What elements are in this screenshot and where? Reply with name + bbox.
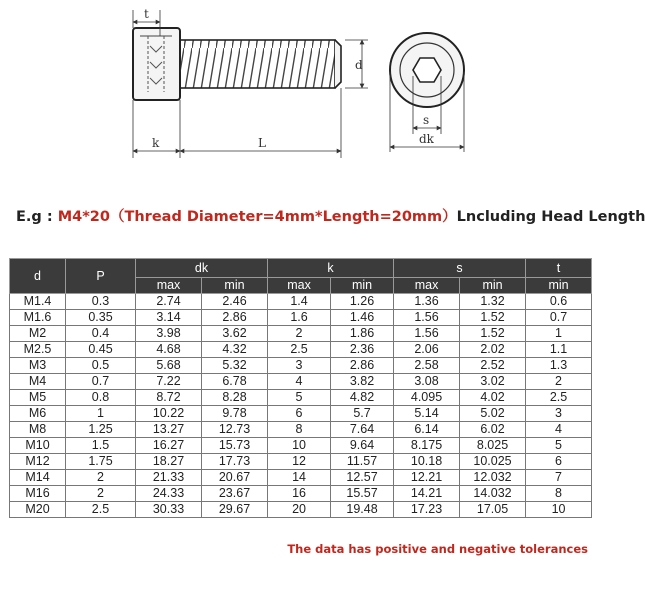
table-cell: M5	[10, 390, 66, 406]
dim-label-dk: dk	[419, 132, 434, 146]
table-cell: 2.5	[268, 342, 331, 358]
table-cell: 0.7	[526, 310, 592, 326]
table-cell: 13.27	[136, 422, 202, 438]
table-cell: 11.57	[331, 454, 394, 470]
subheader-dk-min: min	[202, 278, 268, 294]
screw-side-view	[133, 28, 341, 100]
table-cell: 3.98	[136, 326, 202, 342]
table-cell: 2.36	[331, 342, 394, 358]
table-cell: 5.32	[202, 358, 268, 374]
example-suffix: Lncluding Head Length	[456, 209, 645, 225]
table-row	[10, 454, 592, 470]
table-row	[10, 358, 592, 374]
screw-technical-drawing	[0, 0, 600, 185]
tolerance-note: The data has positive and negative tolerances	[287, 542, 588, 556]
table-cell: 7.64	[331, 422, 394, 438]
table-cell: 17.73	[202, 454, 268, 470]
table-cell: 3.14	[136, 310, 202, 326]
table-cell: 3.82	[331, 374, 394, 390]
subheader-k-min: min	[331, 278, 394, 294]
table-cell: 2	[526, 374, 592, 390]
example-label: E.g :	[16, 209, 58, 225]
table-cell: 12.73	[202, 422, 268, 438]
table-row	[10, 438, 592, 454]
table-body	[10, 294, 592, 518]
table-cell: 0.6	[526, 294, 592, 310]
table-cell: 1.1	[526, 342, 592, 358]
table-cell: 30.33	[136, 502, 202, 518]
table-cell: 3	[268, 358, 331, 374]
table-cell: 14.032	[460, 486, 526, 502]
table-cell: 10.22	[136, 406, 202, 422]
table-cell: M2	[10, 326, 66, 342]
subheader-k-max: max	[268, 278, 331, 294]
table-cell: 4.095	[394, 390, 460, 406]
table-cell: 4.82	[331, 390, 394, 406]
table-cell: 0.3	[66, 294, 136, 310]
table-cell: 14	[268, 470, 331, 486]
table-cell: M10	[10, 438, 66, 454]
table-row	[10, 390, 592, 406]
table-cell: 8.175	[394, 438, 460, 454]
table-cell: 20.67	[202, 470, 268, 486]
table-cell: 2.52	[460, 358, 526, 374]
table-cell: 4.02	[460, 390, 526, 406]
table-cell: 10.18	[394, 454, 460, 470]
table-cell: M12	[10, 454, 66, 470]
table-cell: 5	[526, 438, 592, 454]
table-cell: 6	[526, 454, 592, 470]
table-row	[10, 406, 592, 422]
table-cell: M3	[10, 358, 66, 374]
table-cell: 10	[526, 502, 592, 518]
table-cell: 2.74	[136, 294, 202, 310]
table-cell: 1.6	[268, 310, 331, 326]
table-cell: M1.6	[10, 310, 66, 326]
table-cell: 6.78	[202, 374, 268, 390]
table-cell: 0.4	[66, 326, 136, 342]
table-cell: M6	[10, 406, 66, 422]
table-cell: 0.35	[66, 310, 136, 326]
table-cell: 6.02	[460, 422, 526, 438]
table-cell: M1.4	[10, 294, 66, 310]
table-cell: 1.52	[460, 326, 526, 342]
table-cell: 10.025	[460, 454, 526, 470]
table-cell: 7.22	[136, 374, 202, 390]
table-cell: 19.48	[331, 502, 394, 518]
table-row	[10, 470, 592, 486]
table-cell: 1	[526, 326, 592, 342]
table-cell: 0.7	[66, 374, 136, 390]
table-cell: 12.032	[460, 470, 526, 486]
dim-label-k: k	[152, 136, 160, 150]
table-cell: 2.58	[394, 358, 460, 374]
table-row	[10, 342, 592, 358]
table-cell: 1.32	[460, 294, 526, 310]
table-cell: 4	[268, 374, 331, 390]
table-cell: 16	[268, 486, 331, 502]
header-p: P	[66, 259, 136, 294]
table-cell: 1.3	[526, 358, 592, 374]
table-cell: 2.5	[526, 390, 592, 406]
table-cell: 1.26	[331, 294, 394, 310]
table-cell: 0.5	[66, 358, 136, 374]
table-cell: 1.4	[268, 294, 331, 310]
table-cell: 0.45	[66, 342, 136, 358]
table-cell: M20	[10, 502, 66, 518]
header-d: d	[10, 259, 66, 294]
table-cell: 8.28	[202, 390, 268, 406]
example-line	[16, 205, 645, 226]
table-row	[10, 326, 592, 342]
table-row	[10, 422, 592, 438]
table-cell: 12.57	[331, 470, 394, 486]
table-cell: 12.21	[394, 470, 460, 486]
table-cell: M8	[10, 422, 66, 438]
table-row	[10, 374, 592, 390]
table-cell: 15.57	[331, 486, 394, 502]
table-cell: 16.27	[136, 438, 202, 454]
table-cell: 5	[268, 390, 331, 406]
table-cell: 18.27	[136, 454, 202, 470]
table-row	[10, 294, 592, 310]
table-cell: 1.46	[331, 310, 394, 326]
table-cell: 4.32	[202, 342, 268, 358]
table-cell: 7	[526, 470, 592, 486]
table-cell: 3.02	[460, 374, 526, 390]
table-cell: 5.14	[394, 406, 460, 422]
table-cell: 20	[268, 502, 331, 518]
screw-end-view	[390, 33, 464, 107]
table-cell: M14	[10, 470, 66, 486]
table-row	[10, 486, 592, 502]
table-cell: 8	[526, 486, 592, 502]
table-cell: 1.5	[66, 438, 136, 454]
table-cell: 2.86	[331, 358, 394, 374]
header-dk: dk	[136, 259, 268, 278]
table-cell: 1.56	[394, 326, 460, 342]
dimension-table	[9, 258, 592, 518]
dim-label-s: s	[423, 113, 430, 127]
table-cell: 24.33	[136, 486, 202, 502]
table-cell: 2.46	[202, 294, 268, 310]
table-cell: 8	[268, 422, 331, 438]
table-cell: 15.73	[202, 438, 268, 454]
table-cell: 23.67	[202, 486, 268, 502]
table-cell: 2	[66, 486, 136, 502]
table-cell: 1.36	[394, 294, 460, 310]
table-cell: 12	[268, 454, 331, 470]
subheader-t-min: min	[526, 278, 592, 294]
table-row	[10, 310, 592, 326]
table-cell: 6	[268, 406, 331, 422]
table-cell: 4.68	[136, 342, 202, 358]
header-t: t	[526, 259, 592, 278]
subheader-dk-max: max	[136, 278, 202, 294]
table-cell: 3.08	[394, 374, 460, 390]
table-cell: 17.23	[394, 502, 460, 518]
table-cell: 3	[526, 406, 592, 422]
table-cell: M4	[10, 374, 66, 390]
table-cell: 0.8	[66, 390, 136, 406]
table-cell: 14.21	[394, 486, 460, 502]
table-cell: 17.05	[460, 502, 526, 518]
table-cell: 8.025	[460, 438, 526, 454]
table-cell: 5.68	[136, 358, 202, 374]
table-cell: 1.86	[331, 326, 394, 342]
table-cell: 8.72	[136, 390, 202, 406]
subheader-s-max: max	[394, 278, 460, 294]
table-cell: 2.86	[202, 310, 268, 326]
table-cell: 1.56	[394, 310, 460, 326]
table-cell: 1	[66, 406, 136, 422]
table-row	[10, 502, 592, 518]
dim-label-t: t	[144, 7, 149, 21]
table-cell: 2	[268, 326, 331, 342]
table-cell: 29.67	[202, 502, 268, 518]
table-cell: 9.78	[202, 406, 268, 422]
table-cell: 3.62	[202, 326, 268, 342]
table-cell: 2.02	[460, 342, 526, 358]
table-cell: 9.64	[331, 438, 394, 454]
header-k: k	[268, 259, 394, 278]
table-cell: 4	[526, 422, 592, 438]
table-cell: M16	[10, 486, 66, 502]
example-detail: （Thread Diameter=4mm*Length=20mm）	[109, 209, 457, 225]
subheader-s-min: min	[460, 278, 526, 294]
table-cell: 1.75	[66, 454, 136, 470]
table-cell: 5.7	[331, 406, 394, 422]
table-cell: 21.33	[136, 470, 202, 486]
dim-label-L: L	[258, 136, 266, 150]
table-header-row	[10, 259, 592, 278]
table-cell: 2.06	[394, 342, 460, 358]
table-cell: 1.52	[460, 310, 526, 326]
table-cell: 5.02	[460, 406, 526, 422]
table-cell: 10	[268, 438, 331, 454]
table-cell: 1.25	[66, 422, 136, 438]
dim-label-d: d	[355, 58, 363, 72]
table-cell: M2.5	[10, 342, 66, 358]
table-cell: 2.5	[66, 502, 136, 518]
table-cell: 2	[66, 470, 136, 486]
header-s: s	[394, 259, 526, 278]
example-model: M4*20	[57, 209, 110, 225]
table-cell: 6.14	[394, 422, 460, 438]
